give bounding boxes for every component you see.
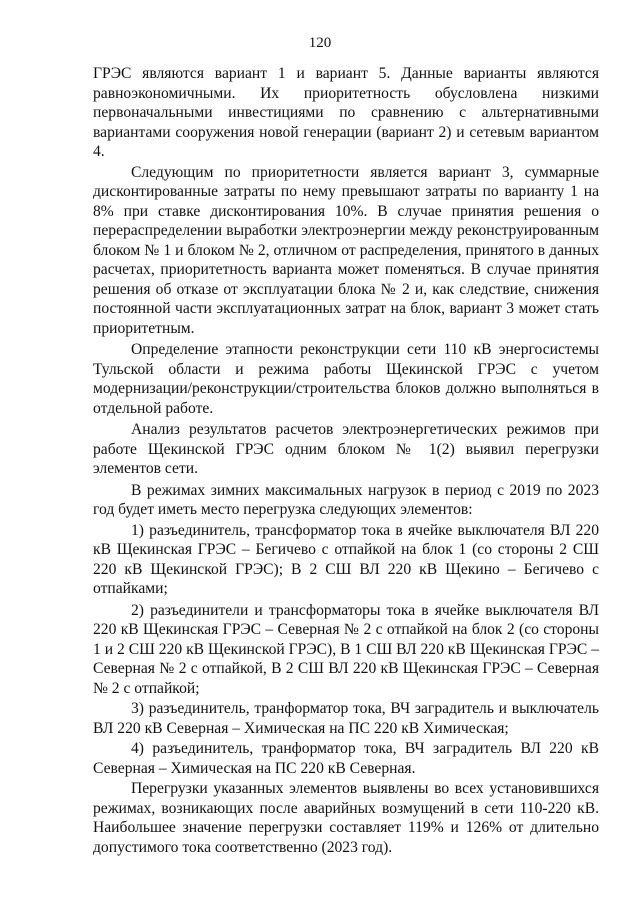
paragraph-6: Перегрузки указанных элементов выявлены во всех установившихся режимах, возникающих после аварийных возмущений в сети 110-220 кВ. Наибольшее значение перегрузки составляет 119% и 126% от длительно допустимого тока соответственно (2023 год). (93, 780, 599, 856)
list-item-4: 4) разъединитель, транформатор тока, ВЧ заградитель ВЛ 220 кВ Северная – Химическая на ПС 220 кВ Северная. (93, 740, 599, 777)
document-body (93, 64, 599, 857)
paragraph-1: ГРЭС являются вариант 1 и вариант 5. Данные варианты являются равноэкономичными. Их приоритетность обусловлена низкими первоначальными инвестициями по сравнению с альтернативными вариантами сооружения новой генерации (вариант 2) и сетевым вариантом 4. (93, 65, 599, 160)
paragraph-3: Определение этапности реконструкции сети 110 кВ энергосистемы Тульской области и режима работы Щекинской ГРЭС с учетом модернизации/реконструкции/строительства блоков должно выполняться в отдельной работе. (93, 341, 599, 417)
paragraph-5: В режимах зимних максимальных нагрузок в период с 2019 по 2023 год будет иметь место перегрузка следующих элементов: (93, 481, 599, 518)
paragraph-4: Анализ результатов расчетов электроэнергетических режимов при работе Щекинской ГРЭС одним блоком № 1(2) выявил перегрузки элементов сети. (93, 421, 599, 477)
page-number: 120 (308, 35, 332, 51)
list-item-3: 3) разъединитель, транформатор тока, ВЧ заградитель и выключатель ВЛ 220 кВ Северная – Химическая на ПС 220 кВ Химическая; (93, 700, 599, 737)
list-item-2: 2) разъединители и трансформаторы тока в ячейке выключателя ВЛ 220 кВ Щекинская ГРЭС – Северная № 2 с отпайкой на блок 2 (со стороны 1 и 2 СШ 220 кВ Щекинской ГРЭС), В 1 СШ ВЛ 220 кВ Щекинская ГРЭС – Северная № 2 с отпайкой, В 2 СШ ВЛ 220 кВ Щекинская ГРЭС – Северная № 2 с отпайкой; (93, 601, 599, 697)
paragraph-2: Следующим по приоритетности является вариант 3, суммарные дисконтированные затраты по нему превышают затраты по варианту 1 на 8% при ставке дисконтирования 10%. В случае принятия решения о перераспределении выработки электроэнергии между реконструированным блоком № 1 и блоком № 2, отличном от распределения, принятого в данных расчетах, приоритетность варианта может поменяться. В случае принятия решения об отказе от эксплуатации блока № 2 и, как следствие, снижения постоянной части эксплуатационных затрат на блок, вариант 3 может стать приоритетным. (93, 163, 599, 337)
list-item-1: 1) разъединитель, трансформатор тока в ячейке выключателя ВЛ 220 кВ Щекинская ГРЭС – Бегичево с отпайкой на блок 1 (со стороны 2 СШ 220 кВ Щекинской ГРЭС); В 2 СШ ВЛ 220 кВ Щекино – Бегичево с отпайками; (93, 521, 599, 597)
